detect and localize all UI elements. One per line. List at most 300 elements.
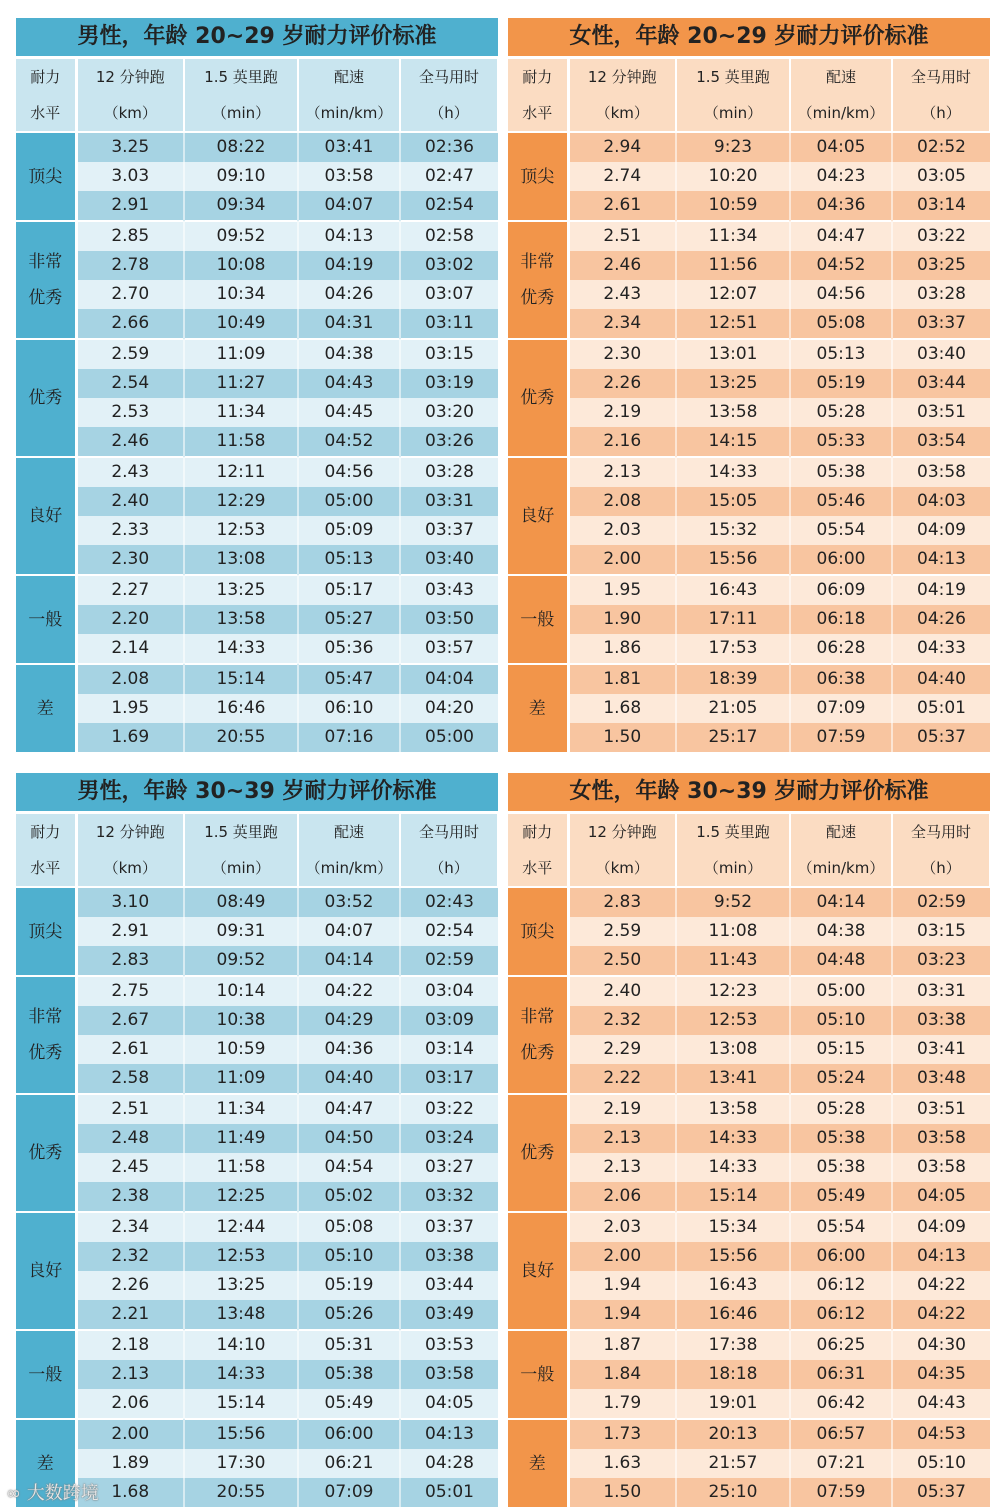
cell-marathon-time: 03:17	[400, 1064, 498, 1094]
header-row	[16, 59, 498, 95]
cell-pace: 05:54	[790, 1212, 892, 1242]
table-row	[508, 162, 990, 191]
header-12min-distance-unit: （km）	[76, 850, 184, 887]
level-label: 顶尖	[16, 887, 76, 976]
cell-pace: 04:13	[298, 221, 400, 251]
cell-1-5-mile-time: 14:15	[676, 427, 790, 457]
header-1-5-mile-time-unit: （min）	[184, 850, 298, 887]
cell-12min-distance: 1.89	[76, 1449, 184, 1478]
cell-marathon-time: 03:05	[892, 162, 990, 191]
cell-pace: 06:00	[298, 1419, 400, 1449]
cell-marathon-time: 02:52	[892, 132, 990, 162]
cell-marathon-time: 03:53	[400, 1330, 498, 1360]
cell-pace: 05:27	[298, 605, 400, 634]
cell-1-5-mile-time: 09:34	[184, 191, 298, 221]
cell-1-5-mile-time: 11:58	[184, 427, 298, 457]
cell-marathon-time: 03:38	[400, 1242, 498, 1271]
cell-12min-distance: 2.43	[76, 457, 184, 487]
cell-marathon-time: 04:13	[892, 545, 990, 575]
header-1-5-mile-time: 1.5 英里跑	[184, 59, 298, 95]
cell-1-5-mile-time: 20:55	[184, 1478, 298, 1507]
cell-12min-distance: 2.34	[76, 1212, 184, 1242]
cell-12min-distance: 2.19	[568, 1094, 676, 1124]
header-level-unit: 水平	[16, 95, 76, 132]
cell-pace: 05:08	[790, 309, 892, 339]
cell-pace: 04:52	[790, 251, 892, 280]
header-12min-distance: 12 分钟跑	[568, 59, 676, 95]
header-pace: 配速	[790, 59, 892, 95]
table-row	[16, 575, 498, 605]
cell-12min-distance: 1.68	[568, 694, 676, 723]
cell-1-5-mile-time: 16:43	[676, 575, 790, 605]
header-12min-distance: 12 分钟跑	[76, 59, 184, 95]
table-row	[508, 487, 990, 516]
cell-marathon-time: 03:27	[400, 1153, 498, 1182]
table-row	[508, 1006, 990, 1035]
table-row	[16, 1449, 498, 1478]
cell-pace: 05:09	[298, 516, 400, 545]
cell-12min-distance: 2.51	[76, 1094, 184, 1124]
table-row	[508, 1182, 990, 1212]
header-marathon-time: 全马用时	[400, 814, 498, 850]
cell-12min-distance: 2.00	[568, 1242, 676, 1271]
cell-1-5-mile-time: 11:09	[184, 339, 298, 369]
table-row	[16, 605, 498, 634]
cell-1-5-mile-time: 20:13	[676, 1419, 790, 1449]
standards-table	[508, 814, 991, 1507]
table-row	[16, 516, 498, 545]
cell-1-5-mile-time: 11:27	[184, 369, 298, 398]
cell-marathon-time: 03:07	[400, 280, 498, 309]
cell-12min-distance: 3.10	[76, 887, 184, 917]
cell-pace: 04:45	[298, 398, 400, 427]
standards-table	[16, 59, 499, 752]
cell-pace: 04:48	[790, 946, 892, 976]
table-row	[16, 664, 498, 694]
cell-marathon-time: 03:19	[400, 369, 498, 398]
cell-pace: 05:49	[790, 1182, 892, 1212]
cell-12min-distance: 2.83	[76, 946, 184, 976]
cell-12min-distance: 2.18	[76, 1330, 184, 1360]
cell-12min-distance: 1.94	[568, 1300, 676, 1330]
cell-marathon-time: 05:10	[892, 1449, 990, 1478]
cell-1-5-mile-time: 18:39	[676, 664, 790, 694]
cell-1-5-mile-time: 12:11	[184, 457, 298, 487]
cell-12min-distance: 2.19	[568, 398, 676, 427]
table-row	[508, 575, 990, 605]
cell-12min-distance: 1.86	[568, 634, 676, 664]
cell-pace: 03:52	[298, 887, 400, 917]
cell-12min-distance: 2.13	[568, 1124, 676, 1153]
cell-12min-distance: 2.22	[568, 1064, 676, 1094]
table-row	[16, 221, 498, 251]
cell-12min-distance: 2.83	[568, 887, 676, 917]
cell-12min-distance: 2.54	[76, 369, 184, 398]
cell-1-5-mile-time: 13:08	[676, 1035, 790, 1064]
cell-1-5-mile-time: 11:56	[676, 251, 790, 280]
cell-12min-distance: 1.94	[568, 1271, 676, 1300]
cell-pace: 04:47	[298, 1094, 400, 1124]
cell-1-5-mile-time: 10:20	[676, 162, 790, 191]
cell-12min-distance: 2.59	[568, 917, 676, 946]
cell-12min-distance: 2.51	[568, 221, 676, 251]
cell-12min-distance: 2.66	[76, 309, 184, 339]
level-label: 良好	[508, 1212, 568, 1330]
cell-marathon-time: 03:22	[400, 1094, 498, 1124]
cell-1-5-mile-time: 13:01	[676, 339, 790, 369]
cell-12min-distance: 2.50	[568, 946, 676, 976]
cell-1-5-mile-time: 08:49	[184, 887, 298, 917]
header-row	[16, 95, 498, 132]
cell-marathon-time: 03:04	[400, 976, 498, 1006]
cell-1-5-mile-time: 11:34	[676, 221, 790, 251]
cell-marathon-time: 02:54	[400, 917, 498, 946]
cell-12min-distance: 2.16	[568, 427, 676, 457]
cell-marathon-time: 05:01	[400, 1478, 498, 1507]
cell-pace: 05:49	[298, 1389, 400, 1419]
cell-marathon-time: 03:24	[400, 1124, 498, 1153]
table-row	[16, 339, 498, 369]
header-12min-distance-unit: （km）	[76, 95, 184, 132]
cell-12min-distance: 2.48	[76, 1124, 184, 1153]
cell-marathon-time: 03:37	[400, 1212, 498, 1242]
cell-12min-distance: 2.13	[76, 1360, 184, 1389]
level-label: 差	[16, 1419, 76, 1507]
cell-12min-distance: 2.14	[76, 634, 184, 664]
cell-pace: 04:26	[298, 280, 400, 309]
cell-1-5-mile-time: 10:34	[184, 280, 298, 309]
header-pace-unit: （min/km）	[790, 95, 892, 132]
table-row	[508, 516, 990, 545]
header-1-5-mile-time-unit: （min）	[184, 95, 298, 132]
header-12min-distance: 12 分钟跑	[76, 814, 184, 850]
cell-marathon-time: 03:02	[400, 251, 498, 280]
cell-marathon-time: 04:35	[892, 1360, 990, 1389]
cell-marathon-time: 03:22	[892, 221, 990, 251]
cell-marathon-time: 02:47	[400, 162, 498, 191]
cell-marathon-time: 03:58	[892, 1153, 990, 1182]
cell-marathon-time: 03:14	[400, 1035, 498, 1064]
header-level-unit: 水平	[508, 95, 568, 132]
cell-marathon-time: 04:19	[892, 575, 990, 605]
cell-12min-distance: 2.85	[76, 221, 184, 251]
cell-1-5-mile-time: 16:46	[676, 1300, 790, 1330]
cell-1-5-mile-time: 09:52	[184, 946, 298, 976]
cell-1-5-mile-time: 14:33	[676, 457, 790, 487]
cell-12min-distance: 2.30	[568, 339, 676, 369]
cell-12min-distance: 2.30	[76, 545, 184, 575]
cell-12min-distance: 2.13	[568, 457, 676, 487]
cell-1-5-mile-time: 10:59	[184, 1035, 298, 1064]
level-label: 良好	[16, 1212, 76, 1330]
cell-1-5-mile-time: 16:43	[676, 1271, 790, 1300]
cell-marathon-time: 03:51	[892, 398, 990, 427]
table-row	[16, 369, 498, 398]
cell-marathon-time: 04:13	[400, 1419, 498, 1449]
cell-12min-distance: 2.45	[76, 1153, 184, 1182]
level-label: 顶尖	[16, 132, 76, 221]
table-row	[16, 191, 498, 221]
header-row	[16, 814, 498, 850]
cell-12min-distance: 2.46	[76, 427, 184, 457]
cell-pace: 05:13	[790, 339, 892, 369]
cell-marathon-time: 03:28	[892, 280, 990, 309]
cell-12min-distance: 2.40	[568, 976, 676, 1006]
cell-pace: 06:28	[790, 634, 892, 664]
table-row	[16, 487, 498, 516]
cell-pace: 07:16	[298, 723, 400, 752]
cell-1-5-mile-time: 09:31	[184, 917, 298, 946]
table-row	[508, 1153, 990, 1182]
cell-1-5-mile-time: 12:53	[676, 1006, 790, 1035]
cell-12min-distance: 3.25	[76, 132, 184, 162]
cell-pace: 04:29	[298, 1006, 400, 1035]
cell-marathon-time: 04:53	[892, 1419, 990, 1449]
header-row	[508, 814, 990, 850]
cell-pace: 04:07	[298, 917, 400, 946]
cell-pace: 03:58	[298, 162, 400, 191]
cell-pace: 05:33	[790, 427, 892, 457]
panel-title: 男性，年龄 20~29 岁耐力评价标准	[16, 18, 498, 56]
cell-12min-distance: 2.67	[76, 1006, 184, 1035]
cell-marathon-time: 05:37	[892, 723, 990, 752]
cell-pace: 07:59	[790, 1478, 892, 1507]
cell-pace: 05:00	[790, 976, 892, 1006]
cell-12min-distance: 2.00	[568, 545, 676, 575]
cell-marathon-time: 04:09	[892, 516, 990, 545]
header-pace-unit: （min/km）	[298, 95, 400, 132]
header-1-5-mile-time: 1.5 英里跑	[676, 59, 790, 95]
header-row	[508, 95, 990, 132]
cell-1-5-mile-time: 15:05	[676, 487, 790, 516]
level-label: 良好	[508, 457, 568, 575]
table-row	[508, 251, 990, 280]
cell-pace: 06:38	[790, 664, 892, 694]
cell-1-5-mile-time: 15:56	[676, 545, 790, 575]
table-row	[508, 1360, 990, 1389]
cell-marathon-time: 04:05	[400, 1389, 498, 1419]
cell-12min-distance: 2.38	[76, 1182, 184, 1212]
cell-marathon-time: 05:37	[892, 1478, 990, 1507]
cell-marathon-time: 03:57	[400, 634, 498, 664]
cell-1-5-mile-time: 14:33	[184, 634, 298, 664]
cell-pace: 04:54	[298, 1153, 400, 1182]
cell-marathon-time: 04:22	[892, 1300, 990, 1330]
level-label: 差	[16, 664, 76, 752]
cell-marathon-time: 03:32	[400, 1182, 498, 1212]
cell-pace: 05:28	[790, 1094, 892, 1124]
cell-1-5-mile-time: 10:08	[184, 251, 298, 280]
table-row	[508, 191, 990, 221]
cell-pace: 04:07	[298, 191, 400, 221]
header-pace-unit: （min/km）	[790, 850, 892, 887]
table-row	[16, 545, 498, 575]
cell-1-5-mile-time: 25:10	[676, 1478, 790, 1507]
table-row	[16, 723, 498, 752]
header-level: 耐力	[16, 814, 76, 850]
cell-1-5-mile-time: 18:18	[676, 1360, 790, 1389]
cell-marathon-time: 02:58	[400, 221, 498, 251]
cell-pace: 05:47	[298, 664, 400, 694]
cell-12min-distance: 2.43	[568, 280, 676, 309]
cell-pace: 07:09	[790, 694, 892, 723]
panel-title: 女性，年龄 30~39 岁耐力评价标准	[508, 773, 990, 811]
panel-male-30-39	[16, 773, 498, 1507]
cell-marathon-time: 03:44	[400, 1271, 498, 1300]
header-marathon-time-unit: （h）	[892, 95, 990, 132]
table-row	[508, 1124, 990, 1153]
cell-12min-distance: 2.00	[76, 1419, 184, 1449]
cell-pace: 04:05	[790, 132, 892, 162]
cell-1-5-mile-time: 10:59	[676, 191, 790, 221]
cell-1-5-mile-time: 15:14	[184, 664, 298, 694]
cell-pace: 04:14	[790, 887, 892, 917]
cell-12min-distance: 2.03	[568, 516, 676, 545]
cell-12min-distance: 2.06	[568, 1182, 676, 1212]
cell-12min-distance: 2.40	[76, 487, 184, 516]
cell-12min-distance: 2.33	[76, 516, 184, 545]
cell-pace: 06:57	[790, 1419, 892, 1449]
standards-table	[508, 59, 991, 752]
cell-marathon-time: 03:58	[400, 1360, 498, 1389]
cell-pace: 05:02	[298, 1182, 400, 1212]
cell-pace: 05:38	[790, 1153, 892, 1182]
cell-12min-distance: 2.29	[568, 1035, 676, 1064]
table-row	[16, 1419, 498, 1449]
header-pace-unit: （min/km）	[298, 850, 400, 887]
cell-marathon-time: 03:26	[400, 427, 498, 457]
cell-marathon-time: 04:04	[400, 664, 498, 694]
cell-12min-distance: 1.95	[76, 694, 184, 723]
cell-marathon-time: 04:28	[400, 1449, 498, 1478]
level-label: 非常 优秀	[16, 221, 76, 339]
cell-1-5-mile-time: 13:25	[184, 575, 298, 605]
table-row	[508, 339, 990, 369]
cell-12min-distance: 2.75	[76, 976, 184, 1006]
cell-1-5-mile-time: 09:52	[184, 221, 298, 251]
table-row	[508, 664, 990, 694]
level-label: 一般	[508, 575, 568, 664]
cell-marathon-time: 03:09	[400, 1006, 498, 1035]
cell-pace: 05:19	[790, 369, 892, 398]
cell-marathon-time: 03:38	[892, 1006, 990, 1035]
header-1-5-mile-time-unit: （min）	[676, 95, 790, 132]
cell-1-5-mile-time: 13:48	[184, 1300, 298, 1330]
cell-12min-distance: 2.53	[76, 398, 184, 427]
table-row	[508, 398, 990, 427]
header-level: 耐力	[508, 59, 568, 95]
cell-12min-distance: 1.73	[568, 1419, 676, 1449]
table-row	[508, 694, 990, 723]
cell-1-5-mile-time: 15:14	[184, 1389, 298, 1419]
cell-1-5-mile-time: 15:34	[676, 1212, 790, 1242]
level-label: 非常 优秀	[508, 221, 568, 339]
cell-pace: 04:22	[298, 976, 400, 1006]
table-row	[16, 1153, 498, 1182]
table-row	[16, 1212, 498, 1242]
cell-marathon-time: 03:48	[892, 1064, 990, 1094]
header-marathon-time-unit: （h）	[400, 850, 498, 887]
cell-marathon-time: 03:37	[892, 309, 990, 339]
level-label: 优秀	[16, 1094, 76, 1212]
cell-marathon-time: 02:59	[892, 887, 990, 917]
cell-pace: 05:28	[790, 398, 892, 427]
cell-1-5-mile-time: 13:25	[184, 1271, 298, 1300]
table-row	[16, 1242, 498, 1271]
cell-marathon-time: 04:03	[892, 487, 990, 516]
cell-1-5-mile-time: 11:09	[184, 1064, 298, 1094]
cell-pace: 04:36	[298, 1035, 400, 1064]
table-row	[16, 1035, 498, 1064]
cell-12min-distance: 2.59	[76, 339, 184, 369]
level-label: 良好	[16, 457, 76, 575]
cell-pace: 04:36	[790, 191, 892, 221]
table-row	[508, 605, 990, 634]
cell-1-5-mile-time: 11:34	[184, 398, 298, 427]
table-row	[16, 1124, 498, 1153]
cell-1-5-mile-time: 19:01	[676, 1389, 790, 1419]
cell-1-5-mile-time: 12:23	[676, 976, 790, 1006]
cell-1-5-mile-time: 15:56	[184, 1419, 298, 1449]
panel-male-20-29	[16, 18, 498, 752]
table-row	[508, 1094, 990, 1124]
cell-marathon-time: 03:15	[892, 917, 990, 946]
cell-12min-distance: 2.91	[76, 191, 184, 221]
table-row	[16, 1330, 498, 1360]
cell-pace: 03:41	[298, 132, 400, 162]
cell-12min-distance: 1.68	[76, 1478, 184, 1507]
header-row	[508, 850, 990, 887]
table-row	[508, 917, 990, 946]
table-row	[508, 1271, 990, 1300]
level-label: 优秀	[508, 339, 568, 457]
table-row	[508, 1330, 990, 1360]
cell-marathon-time: 04:40	[892, 664, 990, 694]
cell-12min-distance: 2.61	[76, 1035, 184, 1064]
cell-marathon-time: 03:41	[892, 1035, 990, 1064]
cell-1-5-mile-time: 10:14	[184, 976, 298, 1006]
level-label: 一般	[16, 575, 76, 664]
panel-title: 男性，年龄 30~39 岁耐力评价标准	[16, 773, 498, 811]
cell-1-5-mile-time: 17:53	[676, 634, 790, 664]
cell-12min-distance: 1.50	[568, 1478, 676, 1507]
table-row	[16, 398, 498, 427]
cell-marathon-time: 03:50	[400, 605, 498, 634]
header-1-5-mile-time-unit: （min）	[676, 850, 790, 887]
cell-pace: 05:36	[298, 634, 400, 664]
cell-marathon-time: 02:54	[400, 191, 498, 221]
cell-marathon-time: 03:11	[400, 309, 498, 339]
cell-12min-distance: 2.03	[568, 1212, 676, 1242]
cell-pace: 06:00	[790, 545, 892, 575]
cell-12min-distance: 1.63	[568, 1449, 676, 1478]
table-row	[508, 1419, 990, 1449]
cell-1-5-mile-time: 12:51	[676, 309, 790, 339]
header-12min-distance-unit: （km）	[568, 95, 676, 132]
table-row	[508, 634, 990, 664]
cell-1-5-mile-time: 12:25	[184, 1182, 298, 1212]
header-12min-distance: 12 分钟跑	[568, 814, 676, 850]
cell-marathon-time: 04:33	[892, 634, 990, 664]
table-row	[508, 545, 990, 575]
cell-1-5-mile-time: 21:57	[676, 1449, 790, 1478]
cell-1-5-mile-time: 9:23	[676, 132, 790, 162]
cell-pace: 04:47	[790, 221, 892, 251]
table-row	[508, 280, 990, 309]
table-row	[16, 132, 498, 162]
table-row	[508, 1478, 990, 1507]
table-row	[16, 976, 498, 1006]
